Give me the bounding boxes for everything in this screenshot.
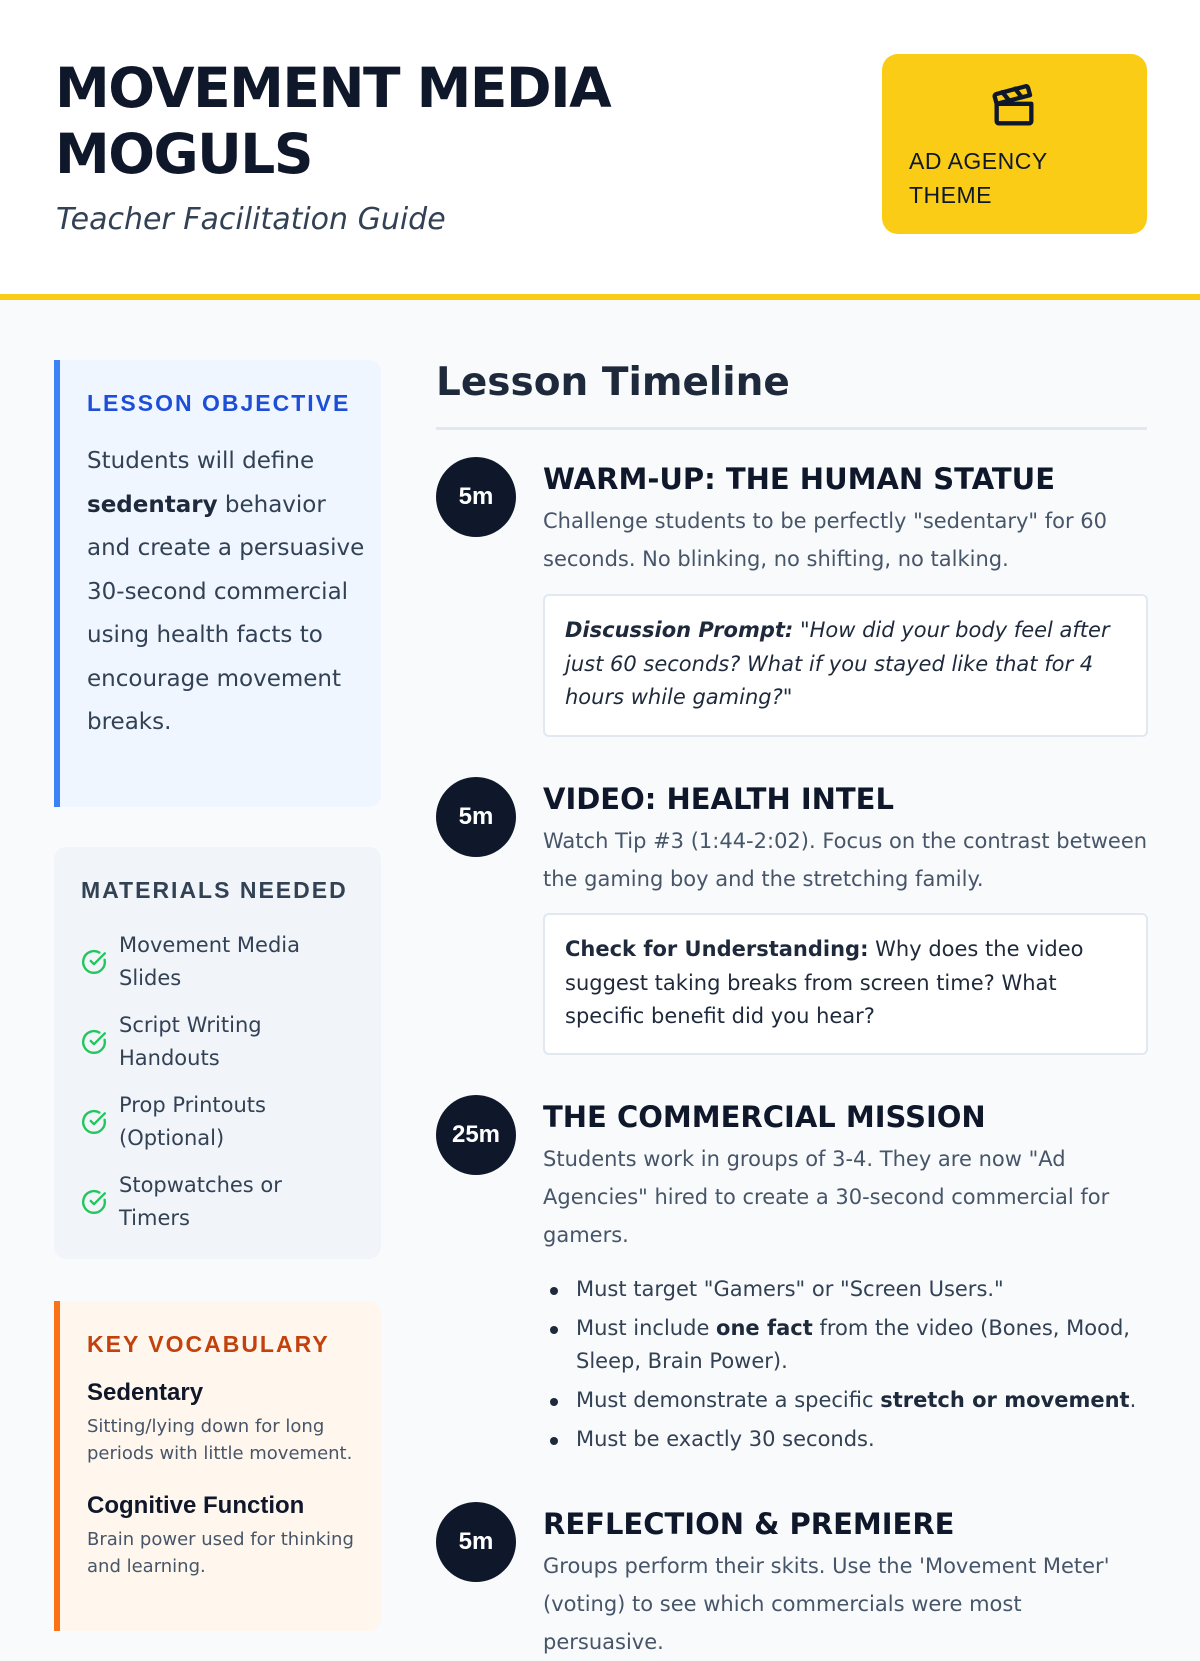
step-description: Groups perform their skits. Use the 'Movement Meter' (voting) to see which commercials were most persuasive. <box>543 1554 1110 1654</box>
check-circle-icon <box>81 949 107 975</box>
timeline-heading: Lesson Timeline <box>436 360 790 405</box>
clapperboard-icon <box>988 80 1040 132</box>
step-title: REFLECTION & PREMIERE <box>543 1507 955 1541</box>
page-header <box>0 0 1200 300</box>
step-title: VIDEO: HEALTH INTEL <box>543 782 894 816</box>
step-description: Students work in groups of 3-4. They are now "Ad Agencies" hired to create a 30-second commercial for gamers. <box>543 1147 1110 1247</box>
materials-heading: MATERIALS NEEDED <box>81 877 348 903</box>
page-title: MOVEMENT MEDIA MOGULS <box>55 56 611 186</box>
list-item: Must target "Gamers" or "Screen Users." <box>550 1273 1145 1306</box>
step-title: WARM-UP: THE HUMAN STATUE <box>543 462 1056 496</box>
theme-badge <box>882 54 1147 234</box>
discussion-prompt-callout: Discussion Prompt: "How did your body feel after just 60 seconds? What if you stayed like that for 4 hours while gaming?" <box>543 594 1148 737</box>
theme-badge-label: AD AGENCY THEME <box>909 148 1048 208</box>
key-vocabulary-heading: KEY VOCABULARY <box>87 1331 330 1357</box>
step-description: Watch Tip #3 (1:44-2:02). Focus on the contrast between the gaming boy and the stretching family. <box>543 829 1148 891</box>
lesson-objective-card <box>54 360 381 807</box>
step-title: THE COMMERCIAL MISSION <box>543 1100 986 1134</box>
material-label: Prop Printouts (Optional) <box>119 1093 266 1150</box>
material-label: Script Writing Handouts <box>119 1013 262 1070</box>
lesson-objective-text: Students will define sedentary behavior and create a persuasive 30-second commercial using health facts to encourage movement breaks. <box>87 448 365 735</box>
key-vocabulary-card <box>54 1301 381 1631</box>
material-label: Movement Media Slides <box>119 933 300 990</box>
duration-badge: 5m <box>436 777 516 857</box>
list-item: Must include one fact from the video (Bones, Mood, Sleep, Brain Power). <box>550 1312 1145 1378</box>
check-understanding-callout: Check for Understanding: Why does the video suggest taking breaks from screen time? What specific benefit did you hear? <box>543 913 1148 1055</box>
check-circle-icon <box>81 1109 107 1135</box>
vocab-definition: Sitting/lying down for long periods with little movement. <box>87 1416 353 1464</box>
page-subtitle: Teacher Facilitation Guide <box>56 202 446 237</box>
duration-badge: 5m <box>436 457 516 537</box>
duration-badge: 5m <box>436 1502 516 1582</box>
duration-badge: 25m <box>436 1095 516 1175</box>
material-label: Stopwatches or Timers <box>119 1173 282 1230</box>
mission-requirements-list <box>550 1273 1145 1462</box>
timeline-divider <box>436 427 1147 430</box>
materials-card <box>54 847 381 1259</box>
check-circle-icon <box>81 1029 107 1055</box>
step-description: Challenge students to be perfectly "sedentary" for 60 seconds. No blinking, no shifting, no talking. <box>543 509 1108 571</box>
list-item: Must demonstrate a specific stretch or movement. <box>550 1384 1145 1417</box>
vocab-term: Sedentary <box>87 1379 204 1406</box>
list-item: Must be exactly 30 seconds. <box>550 1423 1145 1456</box>
vocab-definition: Brain power used for thinking and learning. <box>87 1529 354 1577</box>
vocab-term: Cognitive Function <box>87 1492 305 1519</box>
lesson-objective-heading: LESSON OBJECTIVE <box>87 390 351 416</box>
check-circle-icon <box>81 1189 107 1215</box>
objective-keyword: sedentary <box>87 491 218 518</box>
